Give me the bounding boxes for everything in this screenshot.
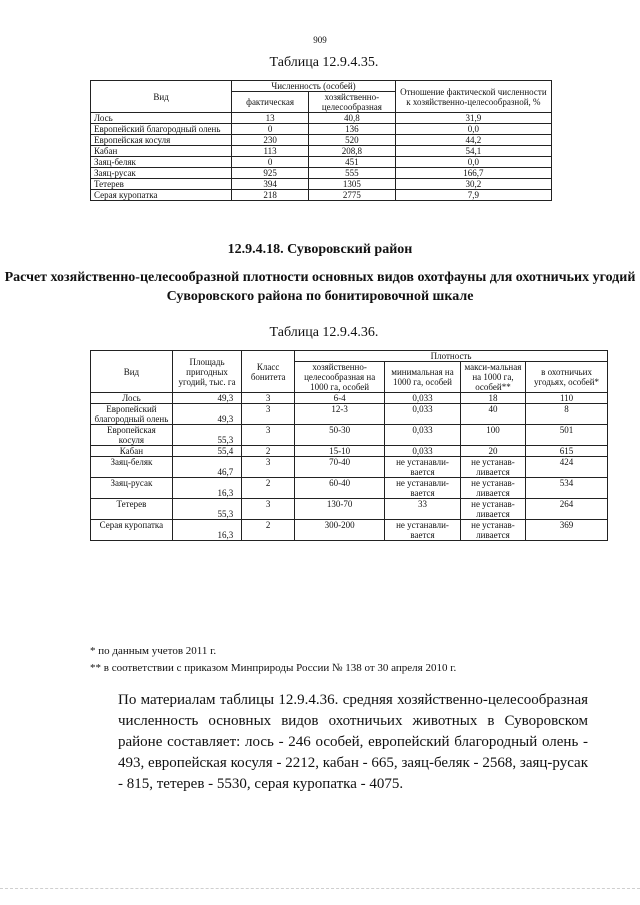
t2-vid: Заяц-русак [91,478,173,499]
t1-hoz: 136 [308,124,395,135]
t2-hoz: 12-3 [295,404,385,425]
t1-vid: Заяц-русак [91,168,232,179]
t2-area: 49,3 [172,393,241,404]
t1-ratio: 44,2 [395,135,551,146]
t2-max: не устанав-ливается [460,499,525,520]
t1-fact: 113 [232,146,309,157]
t2-class: 2 [242,446,295,457]
t2-min: 0,033 [385,446,461,457]
t2-hunt: 534 [526,478,608,499]
t1-ratio: 54,1 [395,146,551,157]
page-number: 909 [313,35,327,45]
t2-hunt: 615 [526,446,608,457]
t1-vid: Тетерев [91,179,232,190]
t2-hoz: 15-10 [295,446,385,457]
t2-class: 3 [242,404,295,425]
t2-area: 55,4 [172,446,241,457]
t2-class: 3 [242,499,295,520]
t2-max: не устанав-ливается [460,478,525,499]
t2-hunt: 264 [526,499,608,520]
table-row [91,124,552,135]
t2-class: 2 [242,520,295,541]
table-row [91,520,608,541]
t2-hoz: 300-200 [295,520,385,541]
table-12-9-4-35 [90,80,552,201]
table-row [91,457,608,478]
t2-hoz: 130-70 [295,499,385,520]
t2-class: 3 [242,425,295,446]
t2-max: не устанав-ливается [460,520,525,541]
t2-min: 33 [385,499,461,520]
t2-area: 55,3 [172,425,241,446]
scan-artifact-line [0,888,640,890]
footnote-2: ** в соответствии с приказом Минприроды России № 138 от 30 апреля 2010 г. [90,662,457,674]
table-row [91,190,552,201]
t1-hoz: 1305 [308,179,395,190]
t2-vid: Кабан [91,446,173,457]
t2-hoz: 50-30 [295,425,385,446]
t1-ratio: 7,9 [395,190,551,201]
t2-hunt: 110 [526,393,608,404]
table-row [91,499,608,520]
t1-fact: 218 [232,190,309,201]
table-row [91,478,608,499]
t2-max: 18 [460,393,525,404]
t1-header-hoz: хозяйственно-целесообразная [308,92,395,113]
t2-hunt: 369 [526,520,608,541]
t2-hoz: 6-4 [295,393,385,404]
t2-header-vid: Вид [91,351,173,393]
t2-max: 20 [460,446,525,457]
t2-header-density: Плотность [295,351,608,362]
t1-vid: Заяц-беляк [91,157,232,168]
t1-hoz: 451 [308,157,395,168]
t2-min: 0,033 [385,425,461,446]
table-row [91,393,608,404]
t1-header-ratio: Отношение фактической численности к хозяйственно-целесообразной, % [395,81,551,113]
summary-paragraph: По материалам таблицы 12.9.4.36. средняя хозяйственно-целесообразная численность основных видов охотничьих животных в Суворовском районе составляет: лось - 246 особей, европейский благородный олень - 493, европейская косуля - 2212, кабан - 665, заяц-беляк - 2568, заяц-русак - 815, тетерев - 5530, серая куропатка - 4075. [118,692,588,792]
t1-vid: Кабан [91,146,232,157]
t1-vid: Европейский благородный олень [91,124,232,135]
t2-vid: Серая куропатка [91,520,173,541]
t2-vid: Европейская косуля [91,425,173,446]
subheading: Расчет хозяйственно-целесообразной плотности основных видов охотфауны для охотничьих угодий Суворовского района по бонитировочной шкале [4,270,636,304]
t2-area: 49,3 [172,404,241,425]
t1-ratio: 30,2 [395,179,551,190]
table-row [91,157,552,168]
t2-min: 0,033 [385,393,461,404]
t2-area: 16,3 [172,520,241,541]
t1-hoz: 2775 [308,190,395,201]
table-row [91,425,608,446]
t1-header-group: Численность (особей) [232,81,396,92]
t2-header-hoz: хозяйственно-целесообразная на 1000 га, особей [295,362,385,393]
table-row [91,135,552,146]
t1-vid: Европейская косуля [91,135,232,146]
table-row [91,113,552,124]
t2-class: 3 [242,393,295,404]
t2-vid: Тетерев [91,499,173,520]
t2-hunt: 501 [526,425,608,446]
t1-ratio: 0,0 [395,157,551,168]
section-heading: 12.9.4.18. Суворовский район [227,242,413,257]
t2-hunt: 8 [526,404,608,425]
t1-header-fact: фактическая [232,92,309,113]
t1-fact: 230 [232,135,309,146]
t2-hunt: 424 [526,457,608,478]
table2-caption: Таблица 12.9.4.36. [269,325,379,340]
t1-vid: Серая куропатка [91,190,232,201]
t2-max: 100 [460,425,525,446]
t1-hoz: 40,8 [308,113,395,124]
t2-max: не устанав-ливается [460,457,525,478]
table-12-9-4-36 [90,350,608,541]
t2-header-max: макси-мальная на 1000 га, особей** [460,362,525,393]
t2-header-class: Класс бонитета [242,351,295,393]
t2-class: 3 [242,457,295,478]
t1-ratio: 166,7 [395,168,551,179]
t1-hoz: 208,8 [308,146,395,157]
t2-min: не устанавли-вается [385,478,461,499]
table-row [91,446,608,457]
t2-vid: Европейский благородный олень [91,404,173,425]
table-row [91,168,552,179]
t1-ratio: 0,0 [395,124,551,135]
t1-ratio: 31,9 [395,113,551,124]
t2-area: 46,7 [172,457,241,478]
table1-caption: Таблица 12.9.4.35. [269,55,379,70]
t1-fact: 925 [232,168,309,179]
t1-hoz: 520 [308,135,395,146]
t1-hoz: 555 [308,168,395,179]
t2-min: не устанавли-вается [385,520,461,541]
t1-fact: 0 [232,157,309,168]
t2-min: 0,033 [385,404,461,425]
t2-vid: Лось [91,393,173,404]
t2-header-min: минимальная на 1000 га, особей [385,362,461,393]
t2-max: 40 [460,404,525,425]
table-row [91,146,552,157]
t2-class: 2 [242,478,295,499]
t2-hoz: 70-40 [295,457,385,478]
table-row [91,179,552,190]
footnote-1: * по данным учетов 2011 г. [90,645,217,657]
t1-header-vid: Вид [91,81,232,113]
t2-area: 16,3 [172,478,241,499]
table-row [91,404,608,425]
t1-fact: 394 [232,179,309,190]
t2-header-hunt: в охотничьих угодьях, особей* [526,362,608,393]
t1-fact: 0 [232,124,309,135]
t2-area: 55,3 [172,499,241,520]
t1-vid: Лось [91,113,232,124]
t2-vid: Заяц-беляк [91,457,173,478]
t2-header-area: Площадь пригодных угодий, тыс. га [172,351,241,393]
t1-fact: 13 [232,113,309,124]
t2-min: не устанавли-вается [385,457,461,478]
t2-hoz: 60-40 [295,478,385,499]
